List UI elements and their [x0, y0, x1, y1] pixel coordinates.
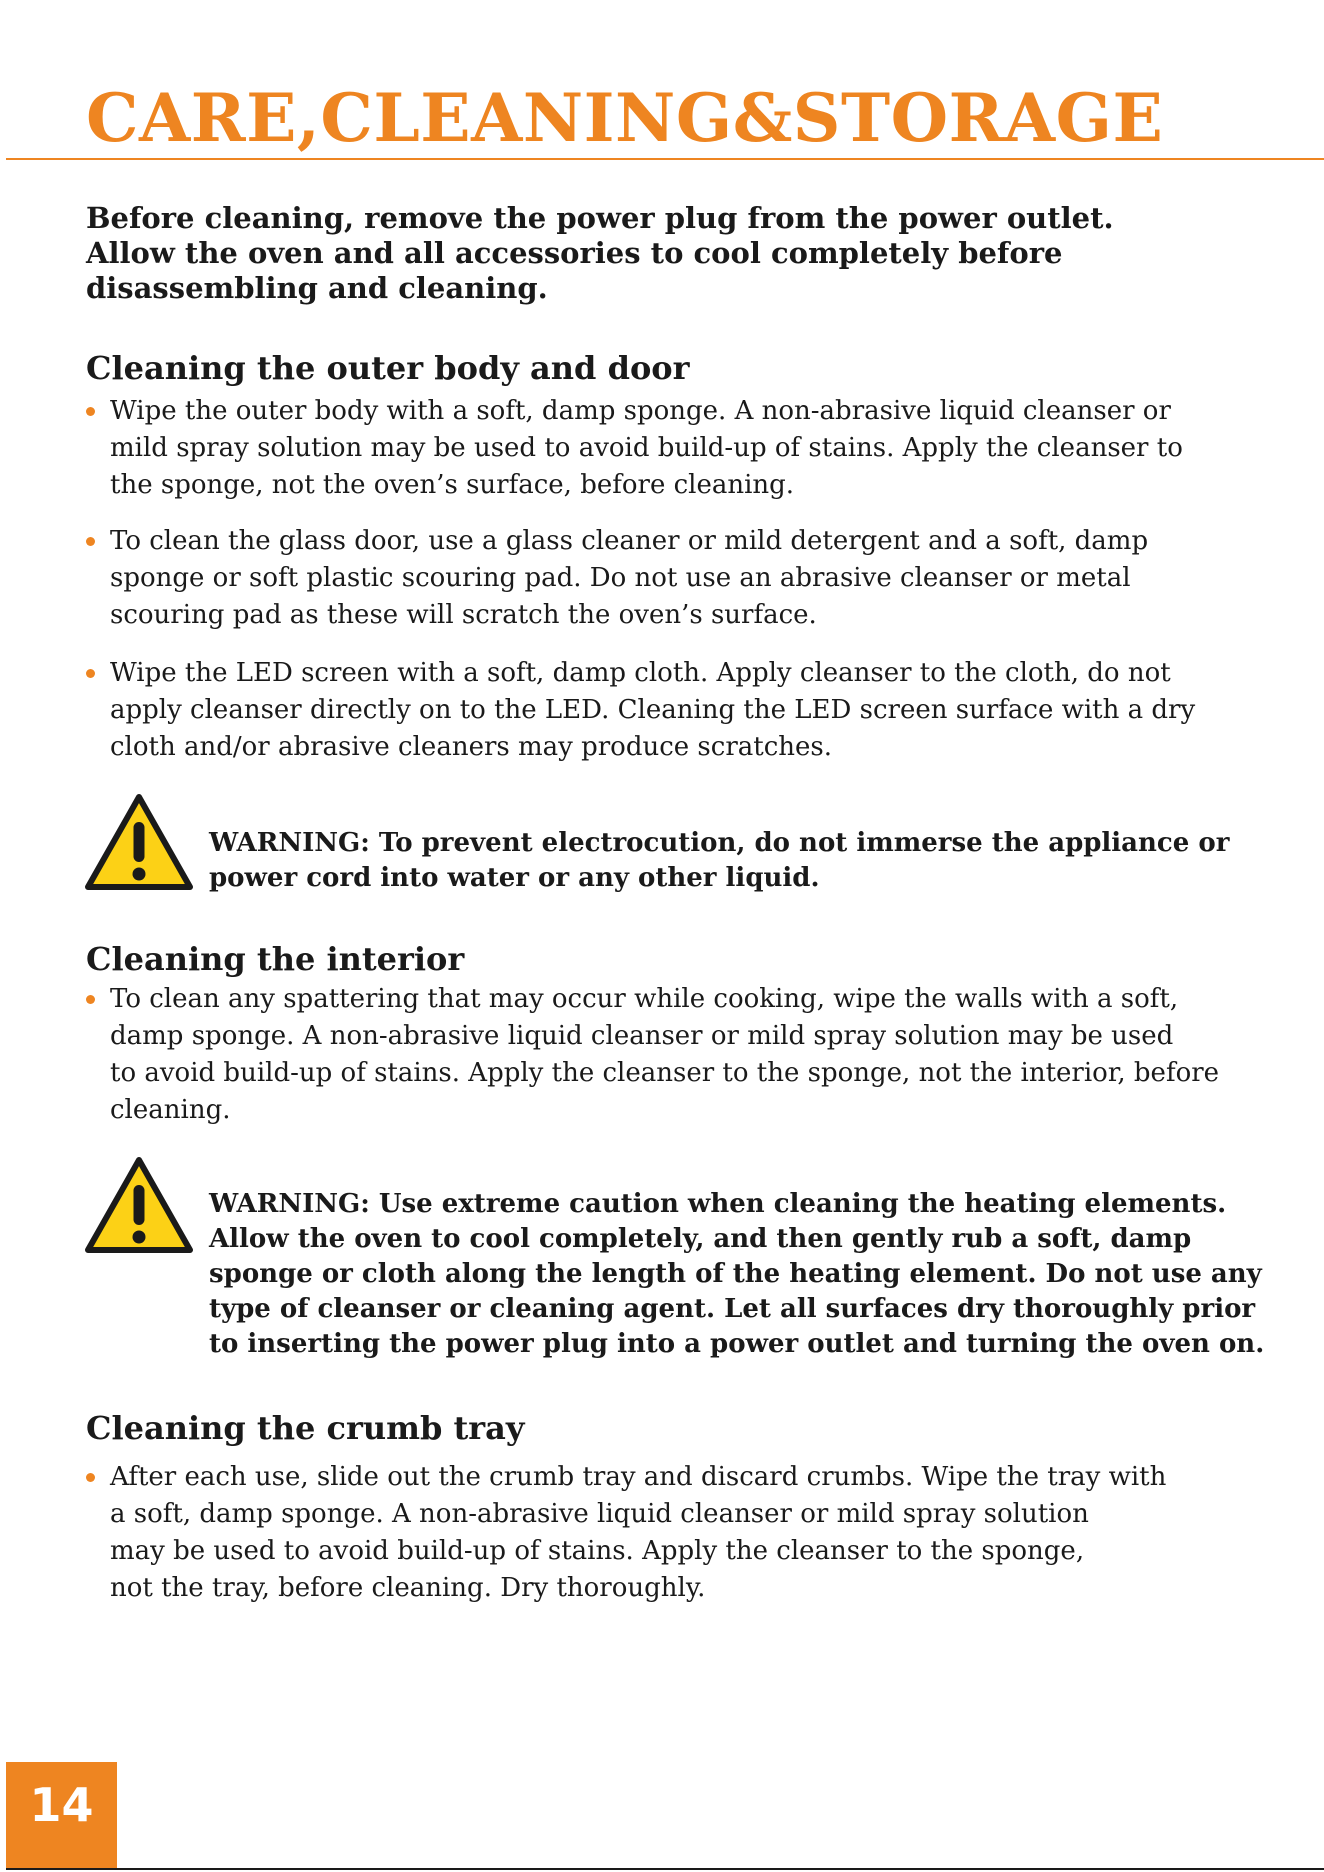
bullet-line: Wipe the outer body with a soft, damp sponge. A non-abrasive liquid cleanser or [110, 396, 1171, 426]
section-heading-crumb-tray: Cleaning the crumb tray [86, 1409, 525, 1447]
bullet-icon [86, 407, 95, 416]
list-item [86, 981, 1286, 1129]
section-heading-interior: Cleaning the interior [86, 940, 465, 978]
page-number: 14 [29, 1778, 94, 1832]
bullet-line: not the tray, before cleaning. Dry thoroughly. [110, 1573, 706, 1603]
list-item [86, 1459, 1286, 1607]
bullet-line: cloth and/or abrasive cleaners may produce scratches. [110, 732, 833, 762]
title-divider [6, 158, 1324, 160]
warning-line: Allow the oven to cool completely, and then gently rub a soft, damp [209, 1224, 1192, 1254]
bullet-line: To clean the glass door, use a glass cleaner or mild detergent and a soft, damp [110, 526, 1149, 556]
bullet-icon [86, 537, 95, 546]
bullet-line: To clean any spattering that may occur while cooking, wipe the walls with a soft, [110, 984, 1179, 1014]
bullet-line: to avoid build-up of stains. Apply the cleanser to the sponge, not the interior, before [110, 1058, 1220, 1088]
bullet-icon [86, 1473, 95, 1482]
bottom-divider [6, 1868, 1324, 1870]
list-item [86, 523, 1286, 634]
bullet-line: damp sponge. A non-abrasive liquid cleanser or mild spray solution may be used [110, 1021, 1174, 1051]
warning-heating-elements [209, 1187, 1264, 1362]
bullet-line: After each use, slide out the crumb tray and discard crumbs. Wipe the tray with [110, 1462, 1167, 1492]
bullet-line: the sponge, not the oven’s surface, before cleaning. [110, 470, 795, 500]
warning-line: sponge or cloth along the length of the heating element. Do not use any [209, 1259, 1262, 1289]
intro-line: disassembling and cleaning. [86, 271, 548, 305]
intro-line: Allow the oven and all accessories to cool completely before [86, 236, 1063, 270]
warning-electrocution [209, 826, 1229, 896]
bullet-line: apply cleanser directly on to the LED. Cleaning the LED screen surface with a dry [110, 695, 1196, 725]
page-number-badge [6, 1762, 117, 1868]
warning-line: type of cleanser or cleaning agent. Let all surfaces dry thoroughly prior [209, 1294, 1256, 1324]
list-item [86, 393, 1286, 504]
intro-paragraph [86, 201, 1266, 306]
warning-line: to inserting the power plug into a power outlet and turning the oven on. [209, 1329, 1265, 1359]
bullet-line: a soft, damp sponge. A non-abrasive liquid cleanser or mild spray solution [110, 1499, 1089, 1529]
bullet-icon [86, 669, 95, 678]
list-item [86, 655, 1286, 766]
bullet-line: scouring pad as these will scratch the oven’s surface. [110, 600, 817, 630]
warning-line: WARNING: Use extreme caution when cleaning the heating elements. [209, 1189, 1227, 1219]
bullet-line: mild spray solution may be used to avoid build-up of stains. Apply the cleanser to [110, 433, 1183, 463]
warning-line: power cord into water or any other liquid. [209, 863, 820, 893]
bullet-line: cleaning. [110, 1095, 231, 1125]
intro-line: Before cleaning, remove the power plug from the power outlet. [86, 201, 1114, 235]
warning-line: WARNING: To prevent electrocution, do not immerse the appliance or [209, 828, 1230, 858]
bullet-line: may be used to avoid build-up of stains. Apply the cleanser to the sponge, [110, 1536, 1085, 1566]
bullet-line: sponge or soft plastic scouring pad. Do not use an abrasive cleanser or metal [110, 563, 1131, 593]
warning-triangle-icon [84, 1155, 194, 1257]
page-title: CARE,CLEANING&STORAGE [86, 79, 1164, 157]
bullet-line: Wipe the LED screen with a soft, damp cloth. Apply cleanser to the cloth, do not [110, 658, 1171, 688]
section-heading-outer-body: Cleaning the outer body and door [86, 349, 690, 387]
warning-triangle-icon [84, 792, 194, 894]
bullet-icon [86, 995, 95, 1004]
